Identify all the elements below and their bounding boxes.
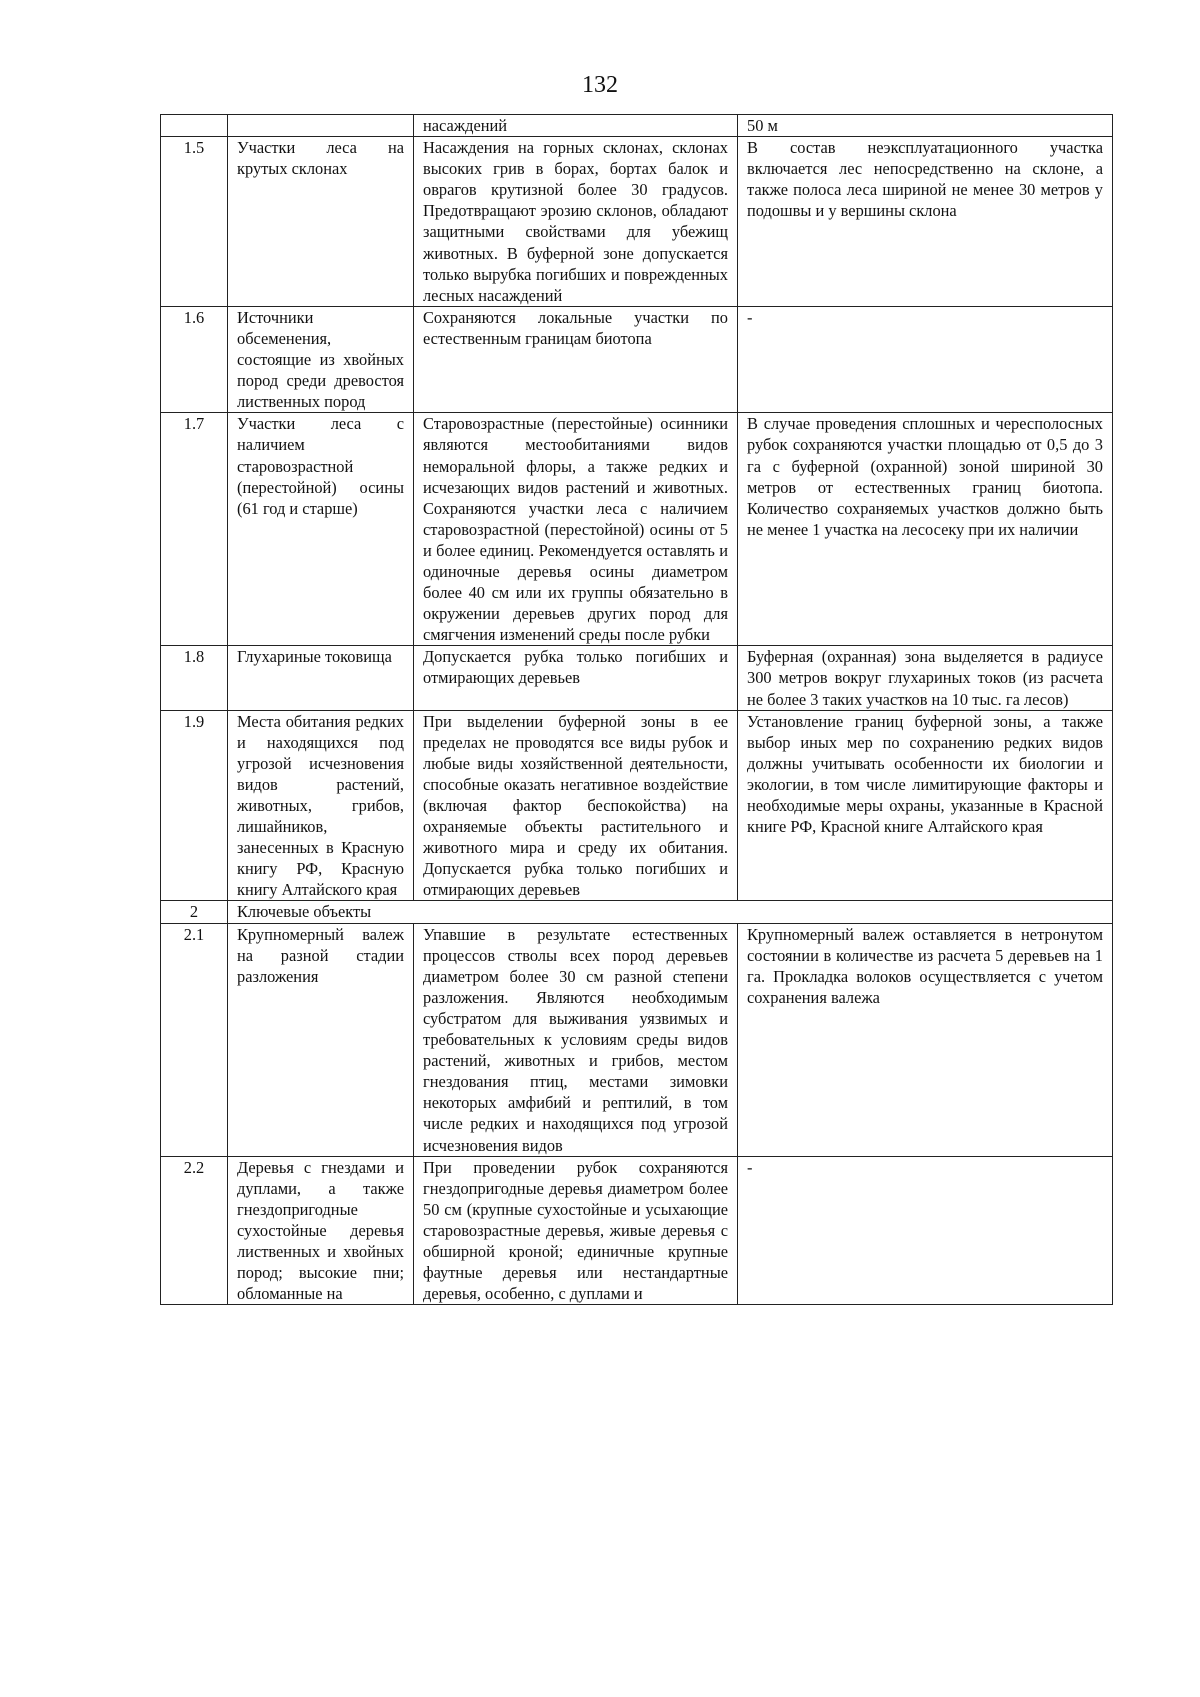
object-description: При проведении рубок сохраняются гнездопригодные деревья диаметром более 50 см (крупные сухостойные и усыхающие старовозрастные деревья, живые деревья с обширной кроной; единичные крупные фаутные деревья или нестандартные деревья, особенно, с дуплами и — [414, 1156, 738, 1305]
protection-measures: - — [738, 1156, 1113, 1305]
table-row — [161, 1156, 1113, 1305]
object-description: Допускается рубка только погибших и отмирающих деревьев — [414, 646, 738, 710]
object-description: Сохраняются локальные участки по естественным границам биотопа — [414, 306, 738, 412]
row-number — [161, 115, 228, 137]
object-description: Насаждения на горных склонах, склонах высоких грив в борах, бортах балок и оврагов крутизной более 30 градусов. Предотвращают эрозию склонов, обладают защитными свойствами для убежищ животных. В буферной зоне допускается только вырубка погибших и поврежденных лесных насаждений — [414, 137, 738, 307]
object-description: Старовозрастные (перестойные) осинники являются местообитаниями видов неморальной флоры, а также редких и исчезающих видов растений и животных. Сохраняются участки леса с наличием старовозрастной (перестойной) осины от 5 и более единиц. Рекомендуется оставлять и одиночные деревья осины диаметром более 40 см или их группы обязательно в окружении деревьев других пород для смягчения изменений среды после рубки — [414, 413, 738, 646]
protection-measures: Установление границ буферной зоны, а также выбор иных мер по сохранению редких видов должны учитывать особенности их биологии и экологии, в том числе лимитирующие факторы и необходимые меры охраны, указанные в Красной книге РФ, Красной книге Алтайского края — [738, 710, 1113, 901]
table-row — [161, 923, 1113, 1156]
page-number: 132 — [582, 72, 618, 98]
row-number: 1.7 — [161, 413, 228, 646]
row-number: 1.6 — [161, 306, 228, 412]
section-number: 2 — [161, 901, 228, 923]
row-number: 1.8 — [161, 646, 228, 710]
protection-measures: - — [738, 306, 1113, 412]
object-name — [228, 115, 414, 137]
object-name: Деревья с гнездами и дуплами, а также гнездопригодные сухостойные деревья лиственных и хвойных пород; высокие пни; обломанные на — [228, 1156, 414, 1305]
row-number: 2.1 — [161, 923, 228, 1156]
row-number: 1.9 — [161, 710, 228, 901]
table-row — [161, 646, 1113, 710]
object-name: Места обитания редких и находящихся под угрозой исчезновения видов растений, животных, грибов, лишайников, занесенных в Красную книгу РФ, Красную книгу Алтайского края — [228, 710, 414, 901]
object-name: Участки леса с наличием старовозрастной (перестойной) осины (61 год и старше) — [228, 413, 414, 646]
protection-measures: Буферная (охранная) зона выделяется в радиусе 300 метров вокруг глухариных токов (из расчета не более 3 таких участков на 10 тыс. га лесов) — [738, 646, 1113, 710]
protection-measures: В случае проведения сплошных и чересполосных рубок сохраняются участки площадью от 0,5 до 3 га с буферной (охранной) зоной шириной 30 метров от естественных границ биотопа. Количество сохраняемых участков должно быть не менее 1 участка на лесосеку при их наличии — [738, 413, 1113, 646]
row-number: 1.5 — [161, 137, 228, 307]
object-description: При выделении буферной зоны в ее пределах не проводятся все виды рубок и любые виды хозяйственной деятельности, способные оказать негативное воздействие (включая фактор беспокойства) на охраняемые объекты растительного и животного мира и среду их обитания. Допускается рубка только погибших и отмирающих деревьев — [414, 710, 738, 901]
biotopes-table — [160, 114, 1113, 1305]
object-name: Крупномерный валеж на разной стадии разложения — [228, 923, 414, 1156]
table-row — [161, 137, 1113, 307]
row-number: 2.2 — [161, 1156, 228, 1305]
object-name: Источники обсеменения, состоящие из хвойных пород среди древостоя лиственных пород — [228, 306, 414, 412]
table-row — [161, 306, 1113, 412]
protection-measures: В состав неэксплуатационного участка включается лес непосредственно на склоне, а также полоса леса шириной не менее 30 метров у подошвы и у вершины склона — [738, 137, 1113, 307]
protection-measures: 50 м — [738, 115, 1113, 137]
section-row — [161, 901, 1113, 923]
section-title: Ключевые объекты — [228, 901, 1113, 923]
table-row — [161, 413, 1113, 646]
protection-measures: Крупномерный валеж оставляется в нетронутом состоянии в количестве из расчета 5 деревьев на 1 га. Прокладка волоков осуществляется с учетом сохранения валежа — [738, 923, 1113, 1156]
table-row — [161, 710, 1113, 901]
object-name: Глухариные токовища — [228, 646, 414, 710]
object-description: Упавшие в результате естественных процессов стволы всех пород деревьев диаметром более 30 см разной степени разложения. Являются необходимым субстратом для выживания уязвимых и требовательных к условиям среды видов растений, животных и грибов, местом гнездования птиц, местами зимовки некоторых амфибий и рептилий, в том числе редких и находящихся под угрозой исчезновения видов — [414, 923, 738, 1156]
object-description: насаждений — [414, 115, 738, 137]
object-name: Участки леса на крутых склонах — [228, 137, 414, 307]
table-row — [161, 115, 1113, 137]
